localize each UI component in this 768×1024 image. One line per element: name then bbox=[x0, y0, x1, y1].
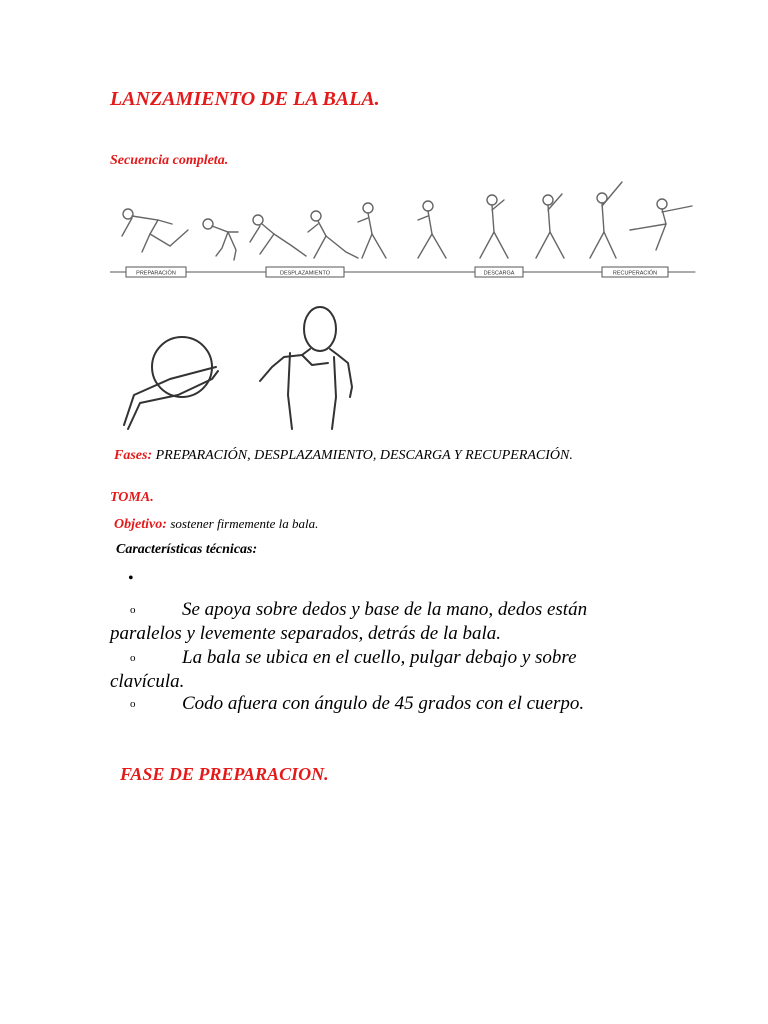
fases-text: PREPARACIÓN, DESPLAZAMIENTO, DESCARGA Y RECUPERACIÓN. bbox=[155, 448, 573, 463]
caracteristicas-heading: Características técnicas: bbox=[116, 542, 258, 557]
sequence-subtitle: Secuencia completa. bbox=[110, 153, 229, 168]
shot-put-sequence-illustration bbox=[110, 176, 710, 288]
athlete-figure-5 bbox=[358, 203, 386, 258]
page-title: LANZAMIENTO DE LA BALA. bbox=[110, 88, 380, 110]
sequence-label-preparacion: PREPARACIÓN bbox=[136, 270, 176, 277]
toma-heading: TOMA. bbox=[110, 490, 154, 505]
list-item bbox=[110, 646, 650, 693]
list-marker: o bbox=[130, 698, 136, 711]
athlete-figure-9 bbox=[590, 182, 622, 258]
sequence-label-descarga: DESCARGA bbox=[483, 270, 515, 277]
athlete-figure-1 bbox=[122, 209, 188, 252]
athlete-figure-4 bbox=[308, 211, 358, 258]
list-marker: o bbox=[130, 652, 136, 665]
objetivo-line bbox=[114, 516, 318, 533]
neck-position-illustration bbox=[260, 307, 352, 429]
athlete-figure-3 bbox=[250, 215, 306, 256]
fases-label: Fases: bbox=[114, 448, 153, 463]
list-item-text: Se apoya sobre dedos y base de la mano, dedos están paralelos y levemente separados, detrás de la bala. bbox=[110, 599, 588, 645]
grip-illustrations bbox=[112, 305, 372, 435]
objetivo-label: Objetivo: bbox=[114, 517, 167, 532]
athlete-figure-2 bbox=[203, 219, 238, 260]
list-item bbox=[110, 692, 650, 716]
sequence-label-desplazamiento: DESPLAZAMIENTO bbox=[279, 270, 331, 277]
athlete-figure-7 bbox=[480, 195, 508, 258]
hand-grip-illustration bbox=[124, 337, 218, 429]
list-item-text: La bala se ubica en el cuello, pulgar debajo y sobre clavícula. bbox=[110, 647, 577, 693]
athlete-figure-6 bbox=[418, 201, 446, 258]
fase-preparacion-heading: FASE DE PREPARACION. bbox=[120, 764, 329, 784]
athlete-figure-8 bbox=[536, 194, 564, 258]
list-item-text: Codo afuera con ángulo de 45 grados con el cuerpo. bbox=[182, 693, 585, 714]
sequence-label-recuperacion: RECUPERACIÓN bbox=[612, 270, 658, 277]
athlete-figure-10 bbox=[630, 199, 692, 250]
objetivo-text: sostener firmemente la bala. bbox=[170, 516, 319, 531]
list-bullet: • bbox=[128, 570, 134, 587]
list-item bbox=[110, 598, 650, 645]
list-marker: o bbox=[130, 604, 136, 617]
fases-line bbox=[110, 448, 630, 464]
